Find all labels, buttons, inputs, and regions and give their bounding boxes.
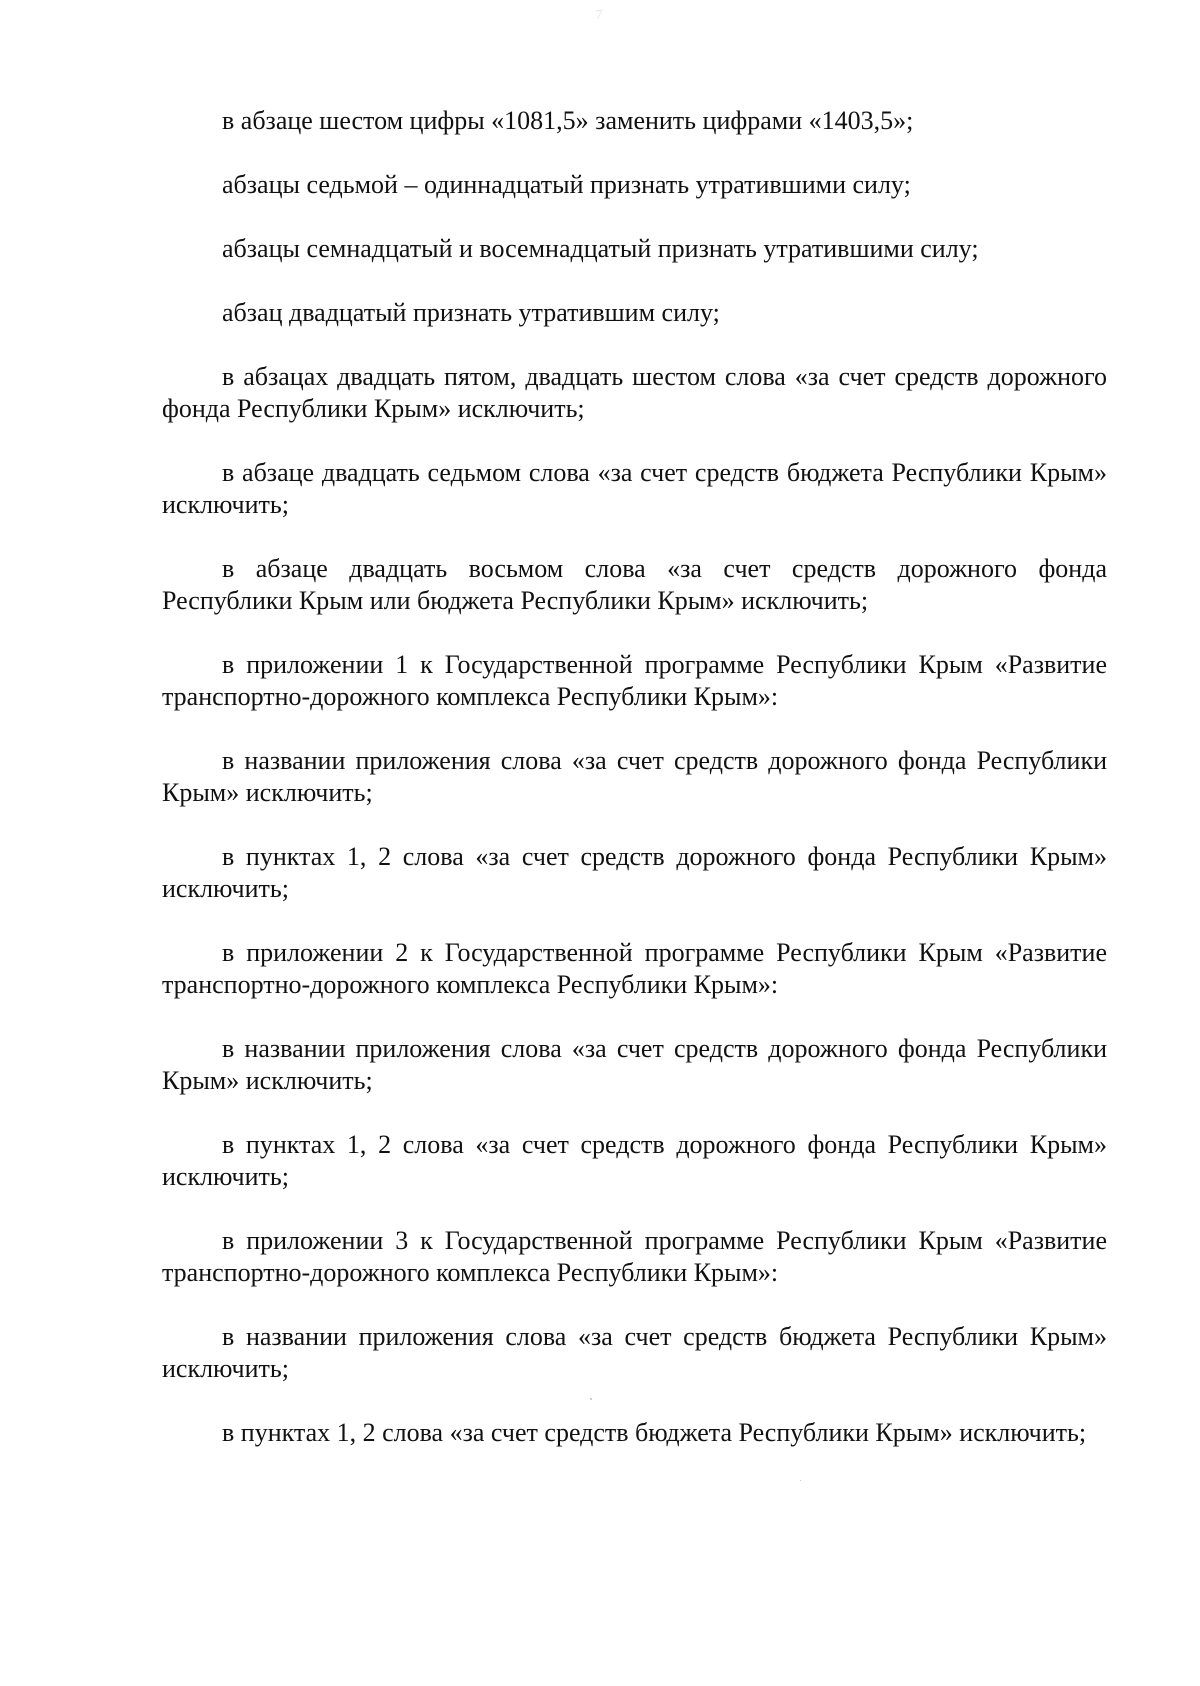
paragraph-2: абзацы седьмой – одиннадцатый признать утратившими силу; [222, 170, 911, 199]
paragraph-12: в названии приложения слова «за счет средств дорожного фонда Республики Крым» исключить; [162, 1034, 1107, 1095]
paragraph-11: в приложении 2 к Государственной программе Республики Крым «Развитие транспортно-дорожного комплекса Республики Крым»: [162, 938, 1107, 999]
paragraph-13: в пунктах 1, 2 слова «за счет средств дорожного фонда Республики Крым» исключить; [162, 1130, 1107, 1191]
paragraph-8: в приложении 1 к Государственной программе Республики Крым «Развитие транспортно-дорожного комплекса Республики Крым»: [162, 650, 1107, 711]
paragraph-10: в пунктах 1, 2 слова «за счет средств дорожного фонда Республики Крым» исключить; [162, 842, 1107, 903]
paragraph-14: в приложении 3 к Государственной программе Республики Крым «Развитие транспортно-дорожного комплекса Республики Крым»: [162, 1226, 1107, 1287]
paragraph-5: в абзацах двадцать пятом, двадцать шестом слова «за счет средств дорожного фонда Республики Крым» исключить; [162, 362, 1107, 423]
page-number: 7 [595, 8, 605, 23]
paragraph-1: в абзаце шестом цифры «1081,5» заменить цифрами «1403,5»; [222, 106, 914, 135]
paragraph-9: в названии приложения слова «за счет средств дорожного фонда Республики Крым» исключить; [162, 746, 1107, 807]
paragraph-4: абзац двадцатый признать утратившим силу; [222, 298, 720, 327]
scan-speck [800, 1480, 801, 1481]
paragraph-15: в названии приложения слова «за счет средств бюджета Республики Крым» исключить; [162, 1322, 1107, 1383]
paragraph-3: абзацы семнадцатый и восемнадцатый признать утратившими силу; [222, 234, 979, 263]
paragraph-16: в пунктах 1, 2 слова «за счет средств бюджета Республики Крым» исключить; [222, 1418, 1087, 1447]
paragraph-7: в абзаце двадцать восьмом слова «за счет средств дорожного фонда Республики Крым или бюджета Республики Крым» исключить; [162, 554, 1107, 615]
paragraph-6: в абзаце двадцать седьмом слова «за счет средств бюджета Республики Крым» исключить; [162, 458, 1107, 519]
scan-speck [590, 1398, 592, 1400]
document-body [162, 105, 1107, 1481]
